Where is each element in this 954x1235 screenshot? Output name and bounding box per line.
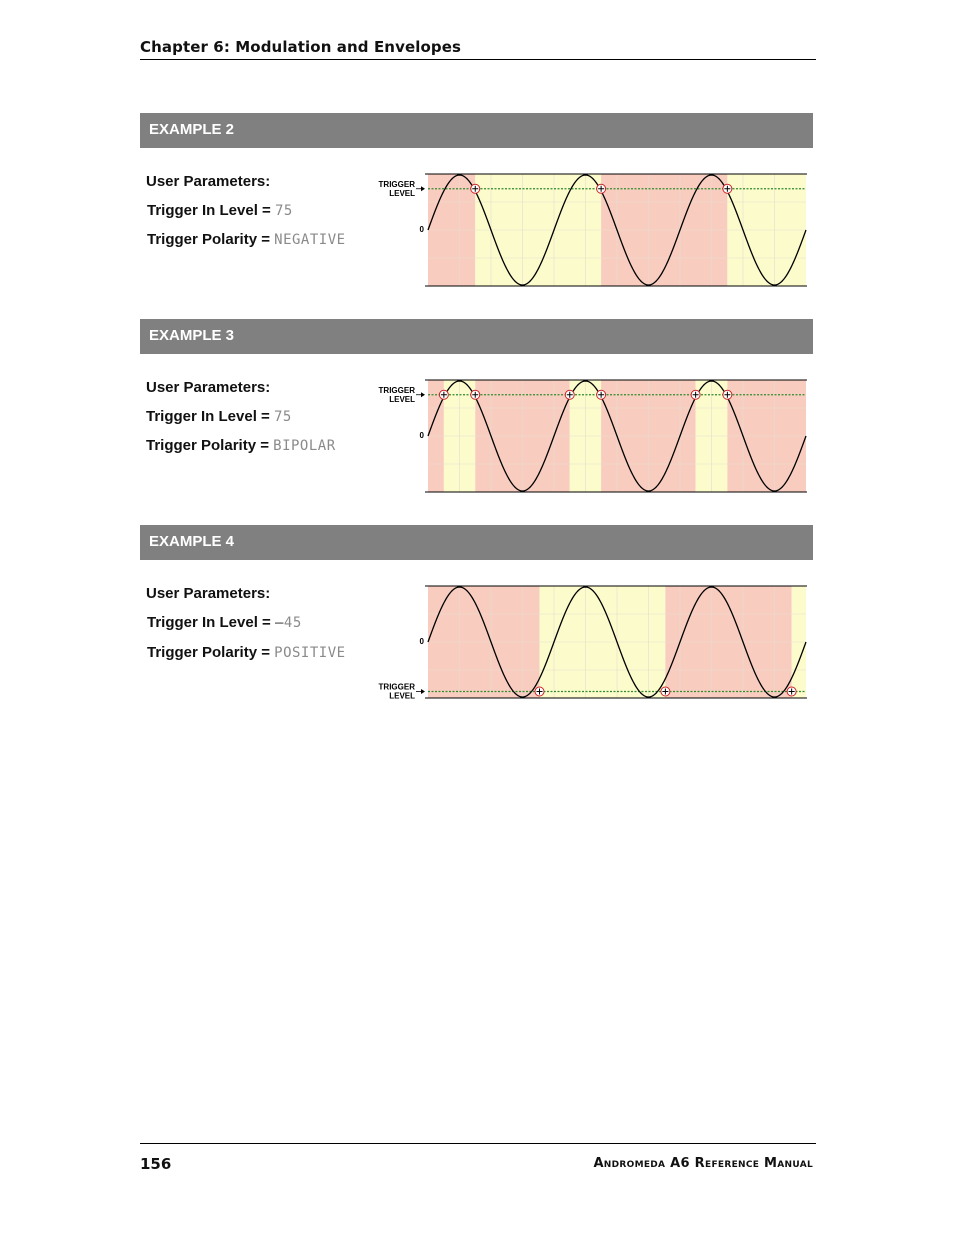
example-2-header: [140, 113, 813, 148]
trigger-point-marker: [691, 390, 700, 399]
trigger-point-marker: [439, 390, 448, 399]
trigger-level-label: Trigger In Level =: [146, 408, 274, 425]
trigger-point-marker: [471, 390, 480, 399]
chapter-title: Chapter 6: Modulation and Envelopes: [140, 38, 462, 56]
minus-sign: –: [274, 615, 284, 631]
trigger-point-marker: [723, 184, 732, 193]
trigger-point-marker: [471, 184, 480, 193]
trigger-point-marker: [787, 687, 796, 696]
trigger-polarity-value: NEGATIVE: [274, 232, 346, 248]
trigger-polarity-line: [147, 231, 346, 248]
example-4-trigger-chart: [360, 584, 810, 702]
trigger-arrow-head: [421, 186, 425, 191]
trigger-polarity-label: Trigger Polarity =: [146, 437, 274, 454]
zero-label: 0: [419, 431, 424, 440]
params-heading: User Parameters:: [146, 585, 271, 602]
manual-title: Andromeda A6 Reference Manual: [593, 1156, 813, 1171]
example-title: EXAMPLE 2: [149, 121, 235, 138]
zero-label: 0: [419, 637, 424, 646]
trigger-point-marker: [723, 390, 732, 399]
params-heading: User Parameters:: [146, 173, 271, 190]
trigger-polarity-value: POSITIVE: [274, 645, 346, 661]
zero-label: 0: [419, 225, 424, 234]
trigger-level-line: [147, 202, 293, 219]
trigger-arrow-head: [421, 392, 425, 397]
trigger-label: TRIGGER: [378, 385, 415, 395]
trigger-level-label: Trigger In Level =: [147, 202, 275, 219]
level-label: LEVEL: [389, 691, 415, 701]
trigger-polarity-line: [147, 644, 346, 661]
trigger-point-marker: [661, 687, 670, 696]
trigger-chart-svg: [360, 172, 810, 290]
example-3-header: [140, 319, 813, 354]
trigger-point-marker: [597, 184, 606, 193]
trigger-point-marker: [597, 390, 606, 399]
params-heading: User Parameters:: [146, 379, 271, 396]
trigger-arrow-head: [421, 689, 425, 694]
example-2-trigger-chart: [360, 172, 810, 290]
level-label: LEVEL: [389, 188, 415, 198]
trigger-polarity-line: [146, 437, 336, 454]
level-label: LEVEL: [389, 394, 415, 404]
example-title: EXAMPLE 4: [149, 533, 235, 550]
trigger-label: TRIGGER: [378, 682, 415, 692]
example-4-header: [140, 525, 813, 560]
trigger-level-value: 75: [274, 203, 293, 219]
trigger-polarity-value: BIPOLAR: [273, 438, 336, 454]
trigger-polarity-label: Trigger Polarity =: [147, 231, 275, 248]
example-3-trigger-chart: [360, 378, 810, 496]
trigger-label: TRIGGER: [378, 179, 415, 189]
example-title: EXAMPLE 3: [149, 327, 235, 344]
trigger-level-label: Trigger In Level =: [147, 614, 275, 631]
trigger-level-value: 75: [273, 409, 292, 425]
trigger-point-marker: [535, 687, 544, 696]
running-head: [140, 37, 816, 60]
trigger-chart-svg: [360, 378, 810, 496]
page-number: 156: [140, 1155, 172, 1173]
trigger-level-line: [146, 408, 292, 425]
trigger-chart-svg: [360, 584, 810, 702]
trigger-point-marker: [565, 390, 574, 399]
page-footer: [140, 1143, 816, 1174]
trigger-level-value: 45: [283, 615, 302, 631]
trigger-level-line: [147, 614, 302, 631]
trigger-polarity-label: Trigger Polarity =: [147, 644, 275, 661]
